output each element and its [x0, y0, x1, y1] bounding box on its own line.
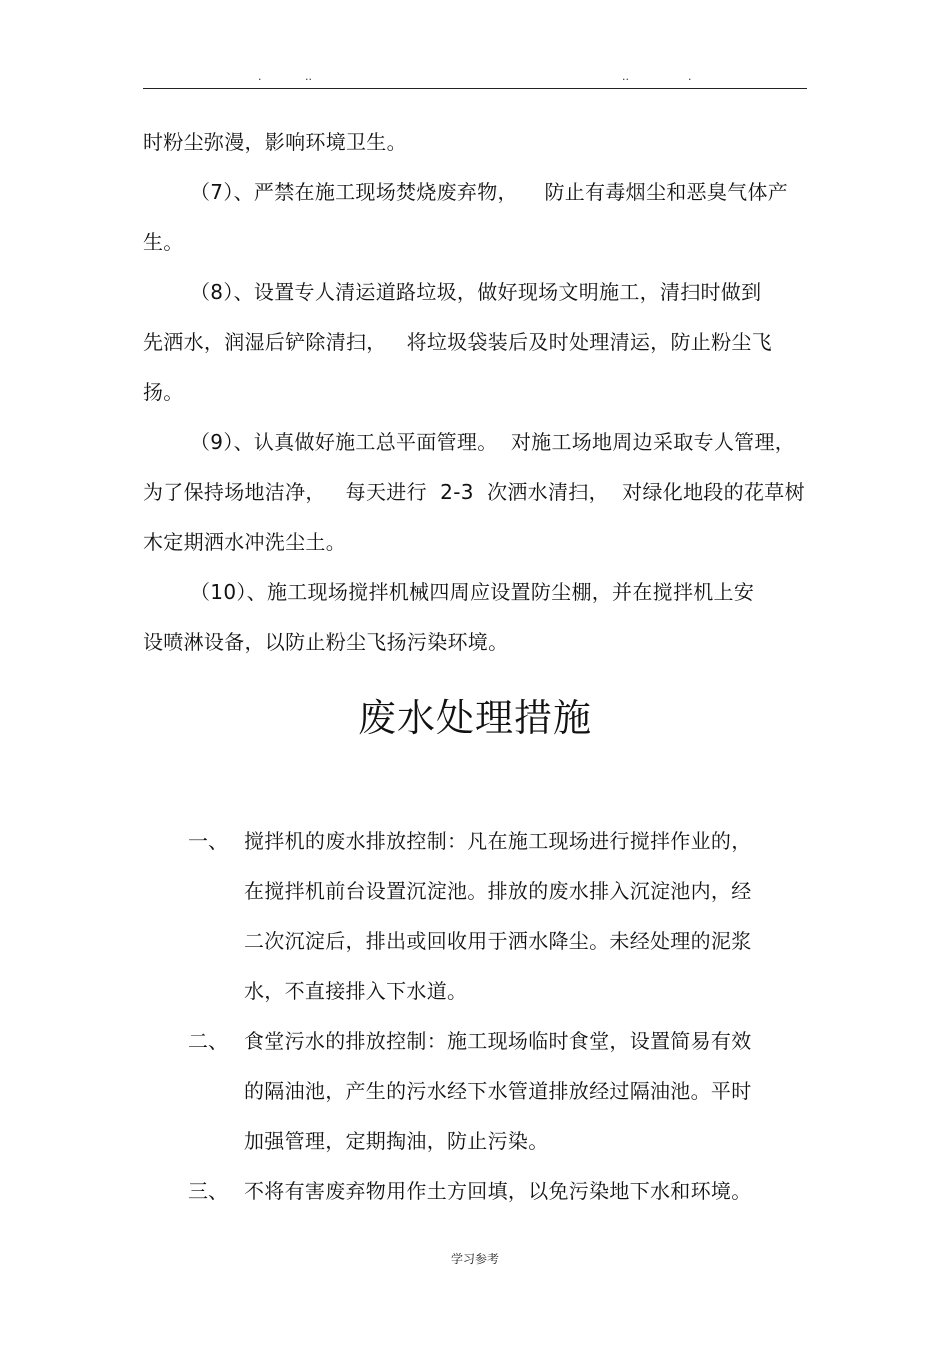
item-line: 在搅拌机前台设置沉淀池。排放的废水排入沉淀池内，经 — [244, 879, 752, 903]
header-divider — [143, 88, 807, 89]
body-line: 先洒水，润湿后铲除清扫， 将垃圾袋装后及时处理清运，防止粉尘飞 — [143, 330, 772, 354]
item-line: 搅拌机的废水排放控制：凡在施工现场进行搅拌作业的， — [244, 829, 752, 853]
item-line: 不将有害废弃物用作土方回填，以免污染地下水和环境。 — [244, 1179, 752, 1203]
body-line: 木定期洒水冲洗尘土。 — [143, 530, 346, 554]
body-line: 设喷淋设备，以防止粉尘飞扬污染环境。 — [143, 630, 509, 654]
header-mark: .. — [305, 70, 312, 83]
section-title: 废水处理措施 — [357, 696, 592, 740]
body-line: （7）、严禁在施工现场焚烧废弃物， 防止有毒烟尘和恶臭气体产 — [190, 180, 789, 204]
item-number: 三、 — [188, 1179, 228, 1203]
item-line: 的隔油池，产生的污水经下水管道排放经过隔油池。平时 — [244, 1079, 752, 1103]
body-line: 生。 — [143, 230, 184, 254]
header-mark: .. — [622, 70, 629, 83]
item-line: 食堂污水的排放控制：施工现场临时食堂，设置简易有效 — [244, 1029, 752, 1053]
body-line: 扬。 — [143, 380, 184, 404]
item-line: 二次沉淀后，排出或回收用于洒水降尘。未经处理的泥浆 — [244, 929, 752, 953]
item-number: 二、 — [188, 1029, 228, 1053]
item-number: 一、 — [188, 829, 228, 853]
header-mark: . — [258, 70, 262, 83]
page-footer: 学习参考 — [450, 1252, 499, 1266]
header-mark: . — [688, 70, 692, 83]
item-line: 水，不直接排入下水道。 — [244, 979, 468, 1003]
item-line: 加强管理，定期掏油，防止污染。 — [244, 1129, 549, 1153]
body-line: （8）、设置专人清运道路垃圾，做好现场文明施工，清扫时做到 — [190, 280, 762, 304]
body-line: （10）、施工现场搅拌机械四周应设置防尘棚，并在搅拌机上安 — [190, 580, 755, 604]
body-line: 时粉尘弥漫，影响环境卫生。 — [143, 130, 407, 154]
body-line: （9）、认真做好施工总平面管理。 对施工场地周边采取专人管理， — [190, 430, 796, 454]
page-header — [0, 70, 950, 86]
body-line: 为了保持场地洁净， 每天进行 2-3 次洒水清扫， 对绿化地段的花草树 — [143, 480, 805, 504]
